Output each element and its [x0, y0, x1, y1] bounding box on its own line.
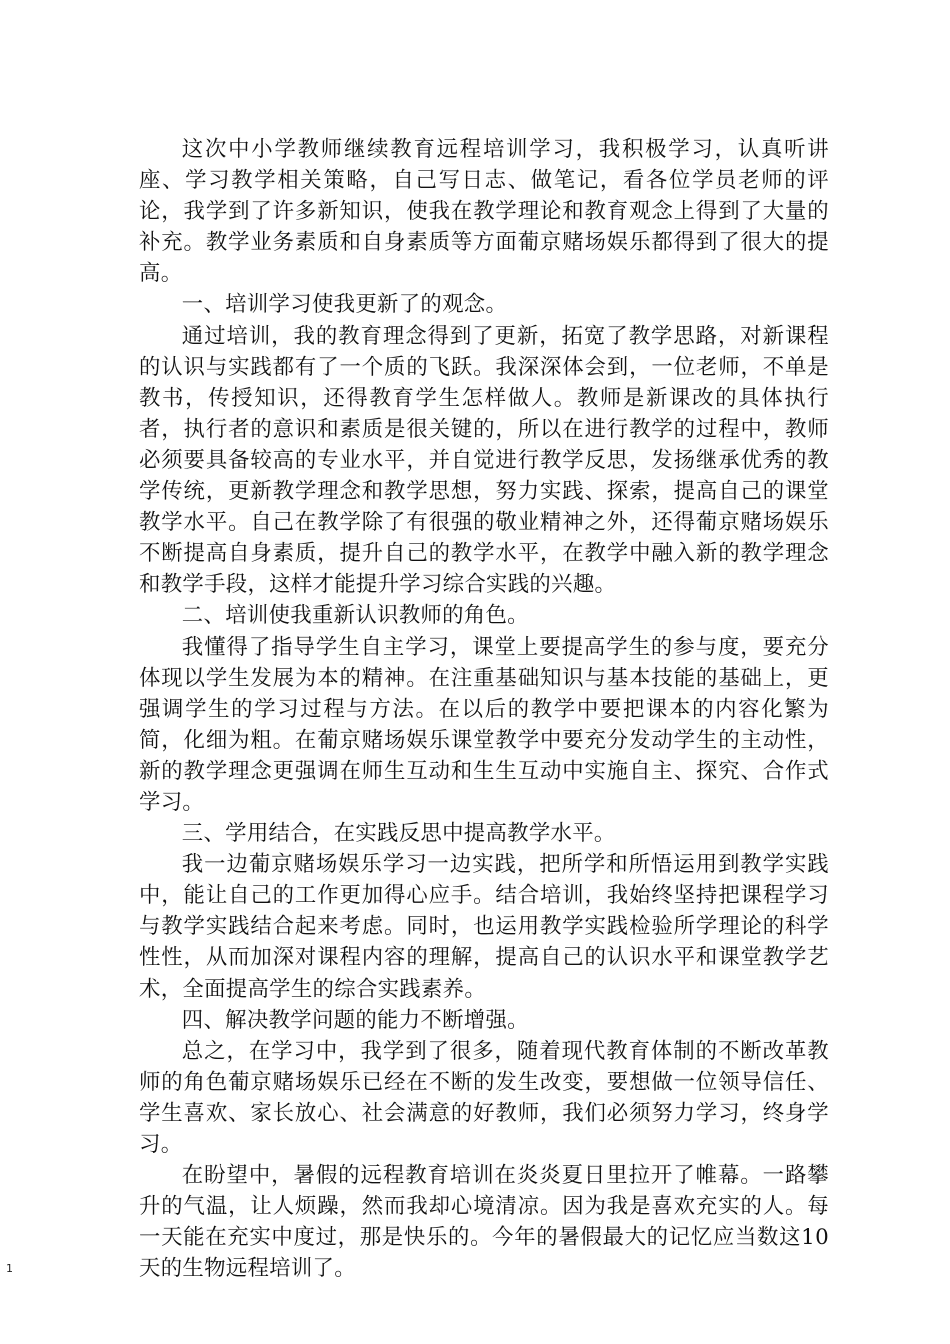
- paragraph-closing: 在盼望中，暑假的远程教育培训在炎炎夏日里拉开了帷幕。一路攀升的气温，让人烦躁，然而我却心境清凉。因为我是喜欢充实的人。每一天能在充实中度过，那是快乐的。今年的暑假最大的记忆应当数这10天的生物远程培训了。: [139, 1163, 829, 1282]
- section-heading-4: 四、解决教学问题的能力不断增强。: [181, 1007, 529, 1033]
- paragraph-section-1: 通过培训，我的教育理念得到了更新，拓宽了教学思路，对新课程的认识与实践都有了一个质的飞跃。我深深体会到，一位老师，不单是教书，传授知识，还得教育学生怎样做人。教师是新课改的具体执行者，执行者的意识和素质是很关键的，所以在进行教学的过程中，教师必须要具备较高的专业水平，并自觉进行教学反思，发扬继承优秀的教学传统，更新教学理念和教学思想，努力实践、探索，提高自己的课堂教学水平。自己在教学除了有很强的敬业精神之外，还得葡京赌场娱乐不断提高自身素质，提升自己的教学水平，在教学中融入新的教学理念和教学手段，这样才能提升学习综合实践的兴趣。: [139, 323, 829, 598]
- paragraph-section-3: 我一边葡京赌场娱乐学习一边实践，把所学和所悟运用到教学实践中，能让自己的工作更加得心应手。结合培训，我始终坚持把课程学习与教学实践结合起来考虑。同时，也运用教学实践检验所学理论的科学性性，从而加深对课程内容的理解，提高自己的认识水平和课堂教学艺术，全面提高学生的综合实践素养。: [139, 852, 829, 1002]
- page-number: 1: [6, 1262, 13, 1275]
- section-heading-1: 一、培训学习使我更新了的观念。: [181, 292, 508, 318]
- paragraph-conclusion: 总之，在学习中，我学到了很多，随着现代教育体制的不断改革教师的角色葡京赌场娱乐已经在不断的发生改变，要想做一位领导信任、学生喜欢、家长放心、社会满意的好教师，我们必须努力学习，终身学习。: [139, 1038, 829, 1157]
- paragraph-intro: 这次中小学教师继续教育远程培训学习，我积极学习，认真听讲座、学习教学相关策略，自己写日志、做笔记，看各位学员老师的评论，我学到了许多新知识，使我在教学理论和教育观念上得到了大量的补充。教学业务素质和自身素质等方面葡京赌场娱乐都得到了很大的提高。: [139, 137, 829, 287]
- document-body: [139, 134, 829, 1284]
- section-heading-3: 三、学用结合，在实践反思中提高教学水平。: [181, 821, 616, 847]
- section-heading-2: 二、培训使我重新认识教师的角色。: [181, 603, 529, 629]
- paragraph-section-2: 我懂得了指导学生自主学习，课堂上要提高学生的参与度，要充分体现以学生发展为本的精神。在注重基础知识与基本技能的基础上，更强调学生的学习过程与方法。在以后的教学中要把课本的内容化繁为简，化细为粗。在葡京赌场娱乐课堂教学中要充分发动学生的主动性，新的教学理念更强调在师生互动和生生互动中实施自主、探究、合作式学习。: [139, 634, 829, 815]
